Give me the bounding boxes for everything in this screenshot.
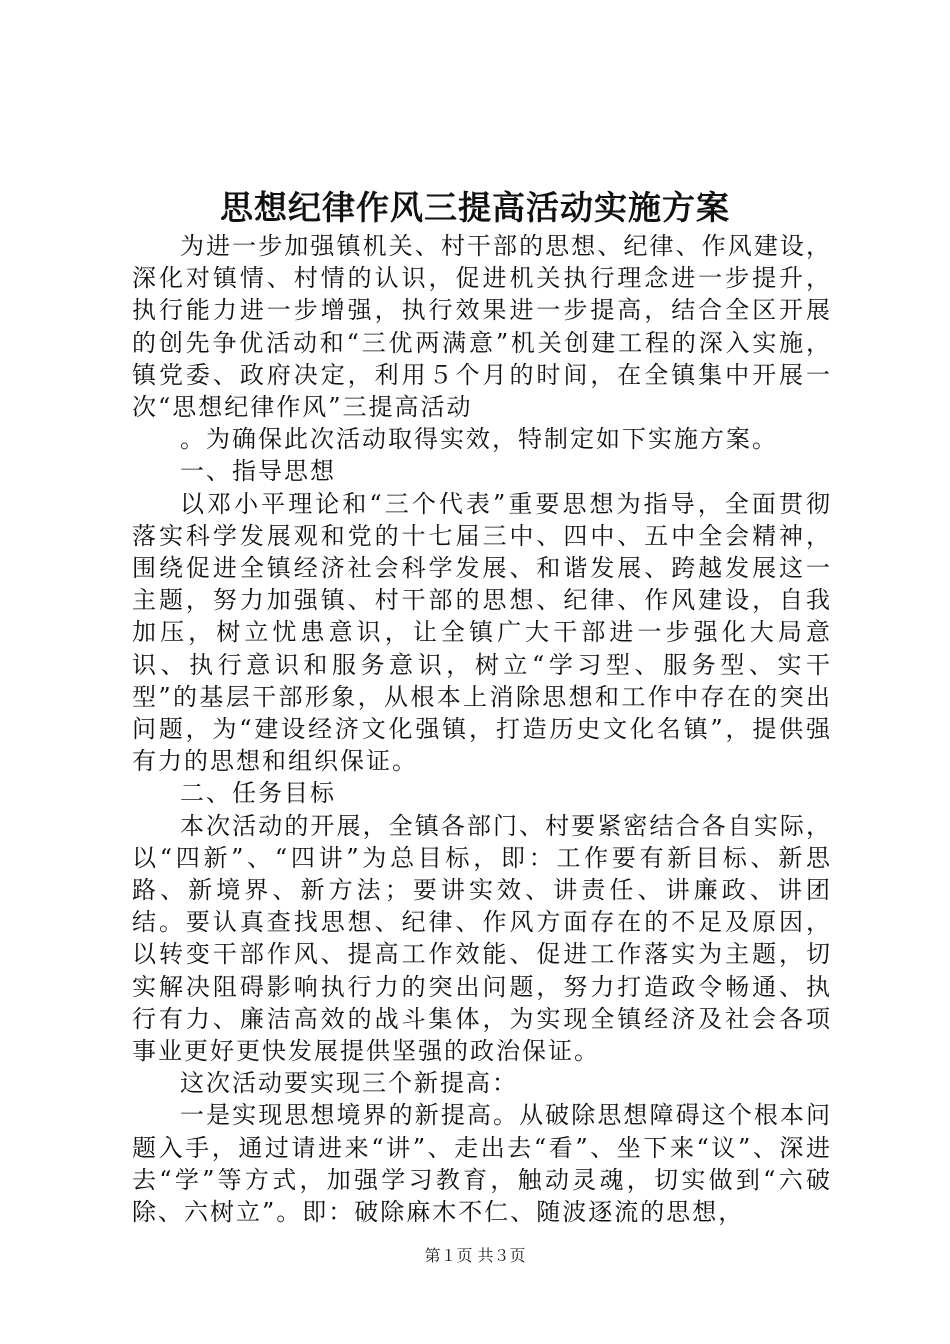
document-title: 思想纪律作风三提高活动实施方案	[220, 188, 730, 227]
section-heading-task-goals: 二、任务目标	[180, 779, 336, 808]
intro-continuation: 。为确保此次活动取得实效，特制定如下实施方案。	[180, 425, 778, 454]
guiding-ideology-paragraph: 以邓小平理论和“三个代表”重要思想为指导，全面贯彻落实科学发展观和党的十七届三中、四中、五中全会精神，围绕促进全镇经济社会科学发展、和谐发展、跨越发展这一主题，努力加强镇、村干部的思想、纪律、作风建设，自我加压，树立忧患意识，让全镇广大干部进一步强化大局意识、执行意识和服务意识，树立“学习型、服务型、实干型”的基层干部形象，从根本上消除思想和工作中存在的突出问题，为“建设经济文化强镇，打造历史文化名镇”，提供强有力的思想和组织保证。	[132, 489, 832, 776]
page-footer: 第１页 共３页	[424, 1246, 526, 1265]
document-body	[132, 230, 832, 1228]
section-heading-guiding-ideology: 一、指导思想	[180, 457, 336, 486]
first-improvement-paragraph: 一是实现思想境界的新提高。从破除思想障碍这个根本问题入手，通过请进来“讲”、走出去“看”、坐下来“议”、深进去“学”等方式，加强学习教育，触动灵魂，切实做到“六破除、六树立”。即：破除麻木不仁、随波逐流的思想，	[132, 1101, 832, 1227]
intro-paragraph: 为进一步加强镇机关、村干部的思想、纪律、作风建设，深化对镇情、村情的认识，促进机关执行理念进一步提升，执行能力进一步增强，执行效果进一步提高，结合全区开展的创先争优活动和“三优两满意”机关创建工程的深入实施，镇党委、政府决定，利用５个月的时间，在全镇集中开展一次“思想纪律作风”三提高活动	[132, 232, 832, 422]
task-goals-paragraph: 本次活动的开展，全镇各部门、村要紧密结合各自实际，以“四新”、“四讲”为总目标，即：工作要有新目标、新思路、新境界、新方法；要讲实效、讲责任、讲廉政、讲团结。要认真查找思想、纪律、作风方面存在的不足及原因，以转变干部作风、提高工作效能、促进工作落实为主题，切实解决阻碍影响执行力的突出问题，努力打造政令畅通、执行有力、廉洁高效的战斗集体，为实现全镇经济及社会各项事业更好更快发展提供坚强的政治保证。	[132, 811, 832, 1066]
three-improvements-intro: 这次活动要实现三个新提高：	[180, 1069, 518, 1098]
